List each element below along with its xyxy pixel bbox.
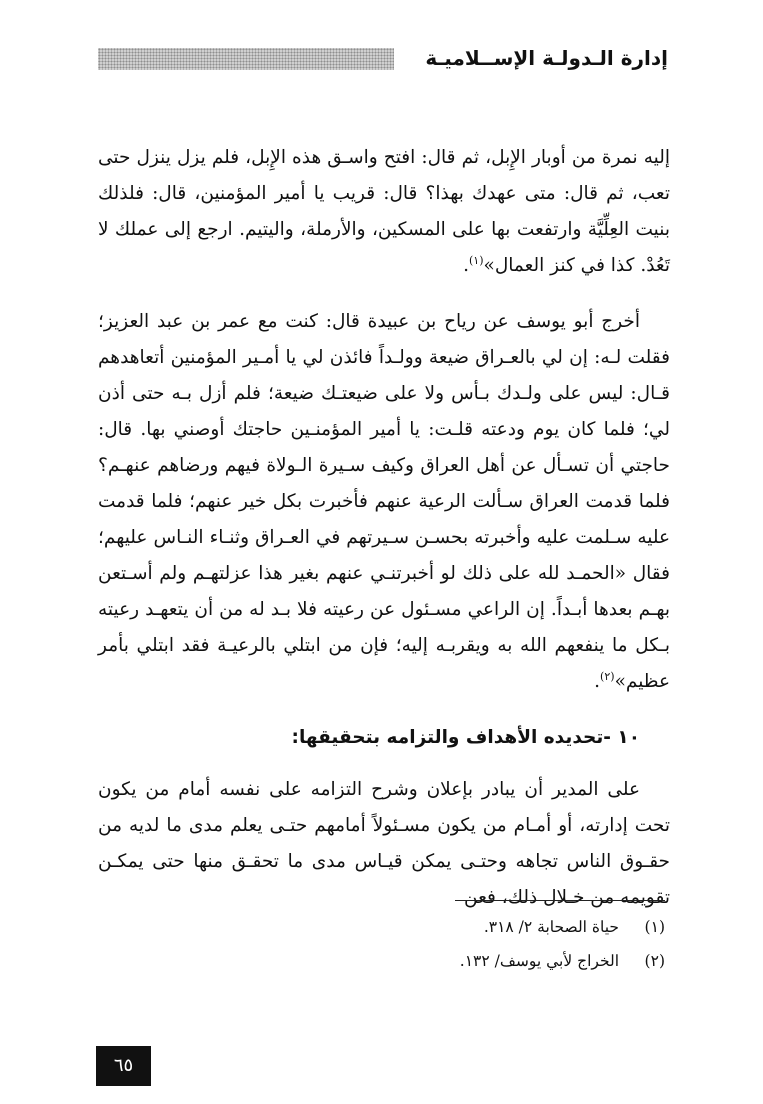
section-heading: ١٠ -تحديده الأهداف والتزامه بتحقيقها: (291, 727, 640, 748)
footnote-1-text: حياة الصحابة ٢/ ٣١٨. (483, 918, 619, 936)
footnote-ref-1: (١) (468, 253, 484, 267)
header-decorative-bar (98, 48, 394, 70)
footnote-1-number: (١) (644, 918, 665, 936)
footnote-ref-2: (٢) (600, 669, 615, 683)
footnote-1 (265, 910, 665, 944)
paragraph-3: على المدير أن يبادر بإعلان وشرح التزامه على نفسه أمام من يكون تحت إدارته، أو أمـام من يكون مسـئولاً أمامهم حتـى يعلم مدى ما لديه من حقـوق الناس تجاهه وحتـى يمكن قيـاس مدى ما تحقـق منها حتى يمكـن تقويمه من خـلال ذلك، فعن (98, 779, 670, 908)
header-title: إدارة الـدولـة الإســلاميـة (425, 46, 668, 70)
page-number: ٦٥ (96, 1046, 151, 1086)
paragraph-1-text: إليه نمرة من أوبار الإِبل، ثم قال: افتح واسـق هذه الإِبل، فلم يزل ينزل حتى تعب، ثم قال: متى عهدك بهذا؟ قال: قريب يا أمير المؤمنين، قال: فلذلك بنيت العِلِّيَّة وارتفعت بها على المسكين، والأرملة، واليتيم. ارجع إلى عملك لا تَعُدْ. كذا في كنز العمال» (98, 147, 670, 276)
footnote-2 (265, 944, 665, 978)
footnote-divider (455, 900, 665, 901)
running-header (98, 44, 668, 80)
footnote-2-number: (٢) (644, 952, 665, 970)
paragraph-2: أخرج أبو يوسف عن رياح بن عبيدة قال: كنت مع عمر بن عبد العزيز؛ فقلت لـه: إن لي بالعـراق ضيعة وولـداً فائذن لي يا أمـير المؤمنين أتعاهدهم قـال: ليس على ولـدك بـأس ولا على ضيعتـك ضيعة؛ فلم أزل بـه حتى أذن لي؛ فلما كان يوم ودعته قلـت: يا أمير المؤمنـين حاجتك أوصني بها. قال: حاجتي أن تسـأل عن أهل العراق وكيف سـيرة الـولاة فيهم ورضاهم عنهـم؟ فلما قدمت العراق سـألت الرعية عنهم فأخبرت بكل خير عنهم؛ فلما قدمت عليه سـلمت عليه وأخبرته بحسـن سـيرتهم في العـراق وثنـاء النـاس عليهم؛ فقال «الحمـد لله على ذلك لو أخبرتنـي عنهم بغير هذا عزلتهـم ولم أسـتعن بهـم بعدها أبـداً. إن الراعي مسـئول عن رعيته فلا بـد له من أن يتعهـد رعيته بـكل ما ينفعهم الله به ويقربـه إليه؛ فإن من ابتلي بالرعيـة فقد ابتلي بأمر عظيم»$^{(٢)}$. (98, 311, 670, 692)
main-text (98, 140, 670, 936)
footnote-2-text: الخراج لأبي يوسف/ ١٣٢. (459, 952, 619, 970)
paragraph-2-text: أخرج أبو يوسف عن رياح بن عبيدة قال: كنت مع عمر بن عبد العزيز؛ فقلت لـه: إن لي بالعـراق ضيعة وولـداً فائذن لي يا أمـير المؤمنين أتعاهدهم قـال: ليس على ولـدك بـأس ولا على ضيعتـك ضيعة؛ فلم أزل بـه حتى أذن لي؛ فلما كان يوم ودعته قلـت: يا أمير المؤمنـين حاجتك أوصني بها. قال: حاجتي أن تسـأل عن أهل العراق وكيف سـيرة الـولاة فيهم ورضاهم عنهـم؟ فلما قدمت العراق سـألت الرعية عنهم فأخبرت بكل خير عنهم؛ فلما قدمت عليه سـلمت عليه وأخبرته بحسـن سـيرتهم في العـراق وثنـاء النـاس عليهم؛ فقال «الحمـد لله على ذلك لو أخبرتنـي عنهم بغير هذا عزلتهـم ولم أسـتعن بهـم بعدها أبـداً. إن الراعي مسـئول عن رعيته فلا بـد له من أن يتعهـد رعيته بـكل ما ينفعهم الله به ويقربـه إليه؛ فإن من ابتلي بالرعيـة فقد ابتلي بأمر عظيم» (98, 311, 670, 692)
footnotes (265, 910, 665, 978)
paragraph-1: إليه نمرة من أوبار الإِبل، ثم قال: افتح واسـق هذه الإِبل، فلم يزل ينزل حتى تعب، ثم قال: متى عهدك بهذا؟ قال: قريب يا أمير المؤمنين، قال: فلذلك بنيت العِلِّيَّة وارتفعت بها على المسكين، والأرملة، واليتيم. ارجع إلى عملك لا تَعُدْ. كذا في كنز العمال»$^{(١)}$. (98, 147, 670, 276)
